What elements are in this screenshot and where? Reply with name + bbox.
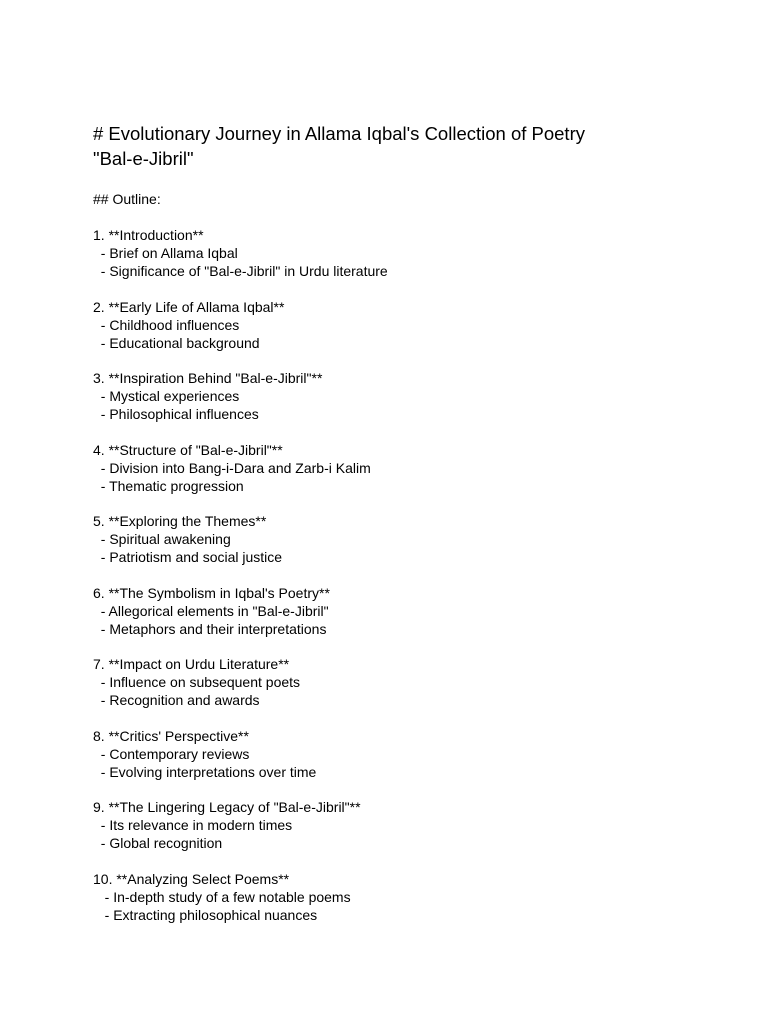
section-heading: 9. **The Lingering Legacy of "Bal-e-Jibril"**	[93, 799, 361, 815]
section-heading: 10. **Analyzing Select Poems**	[93, 870, 290, 887]
section-sub-item: - Educational background	[93, 334, 260, 351]
outline-section	[93, 727, 693, 781]
section-sub-item: - Thematic progression	[93, 477, 244, 494]
section-heading: 5. **Exploring the Themes**	[93, 513, 267, 529]
section-sub-item: - Its relevance in modern times	[93, 817, 293, 833]
outline-section	[93, 798, 693, 852]
section-heading: 6. **The Symbolism in Iqbal's Poetry**	[93, 584, 330, 601]
section-sub-item: - Brief on Allama Iqbal	[93, 245, 238, 261]
outline-section	[93, 369, 693, 423]
section-heading: 3. **Inspiration Behind "Bal-e-Jibril"**	[93, 370, 323, 386]
section-sub-item: - Contemporary reviews	[93, 745, 250, 762]
outline-section	[93, 655, 693, 709]
section-sub-item: - Allegorical elements in "Bal-e-Jibril"	[93, 602, 329, 619]
section-sub-item: - Patriotism and social justice	[93, 549, 283, 565]
outline-section	[93, 441, 693, 495]
section-sub-item: - Philosophical influences	[93, 406, 259, 422]
outline-section	[93, 512, 693, 566]
section-sub-item: - Influence on subsequent poets	[93, 674, 301, 690]
section-heading: 8. **Critics' Perspective**	[93, 727, 249, 744]
section-sub-item: - Spiritual awakening	[93, 531, 231, 547]
section-sub-item: - In-depth study of a few notable poems	[93, 888, 351, 905]
outline-section	[93, 226, 693, 280]
section-heading: 2. **Early Life of Allama Iqbal**	[93, 298, 285, 315]
outline-label: ## Outline:	[93, 191, 161, 207]
outline-section	[93, 584, 693, 638]
outline-section	[93, 870, 693, 924]
section-heading: 4. **Structure of "Bal-e-Jibril"**	[93, 441, 283, 458]
outline-section	[93, 298, 693, 352]
section-sub-item: - Extracting philosophical nuances	[93, 906, 318, 923]
title-line-1: # Evolutionary Journey in Allama Iqbal's Collection of Poetry	[93, 123, 585, 144]
title-line-2: "Bal-e-Jibril"	[93, 148, 194, 169]
section-heading: 7. **Impact on Urdu Literature**	[93, 656, 290, 672]
document-title	[93, 121, 693, 171]
section-sub-item: - Metaphors and their interpretations	[93, 620, 327, 637]
section-sub-item: - Global recognition	[93, 835, 223, 851]
section-sub-item: - Division into Bang-i-Dara and Zarb-i Kalim	[93, 459, 371, 476]
section-sub-item: - Mystical experiences	[93, 388, 240, 404]
outline-sections	[93, 226, 693, 924]
document-content	[93, 121, 693, 941]
section-sub-item: - Recognition and awards	[93, 692, 260, 708]
section-sub-item: - Evolving interpretations over time	[93, 763, 317, 780]
section-heading: 1. **Introduction**	[93, 227, 204, 243]
section-sub-item: - Significance of "Bal-e-Jibril" in Urdu literature	[93, 263, 388, 279]
section-sub-item: - Childhood influences	[93, 316, 240, 333]
